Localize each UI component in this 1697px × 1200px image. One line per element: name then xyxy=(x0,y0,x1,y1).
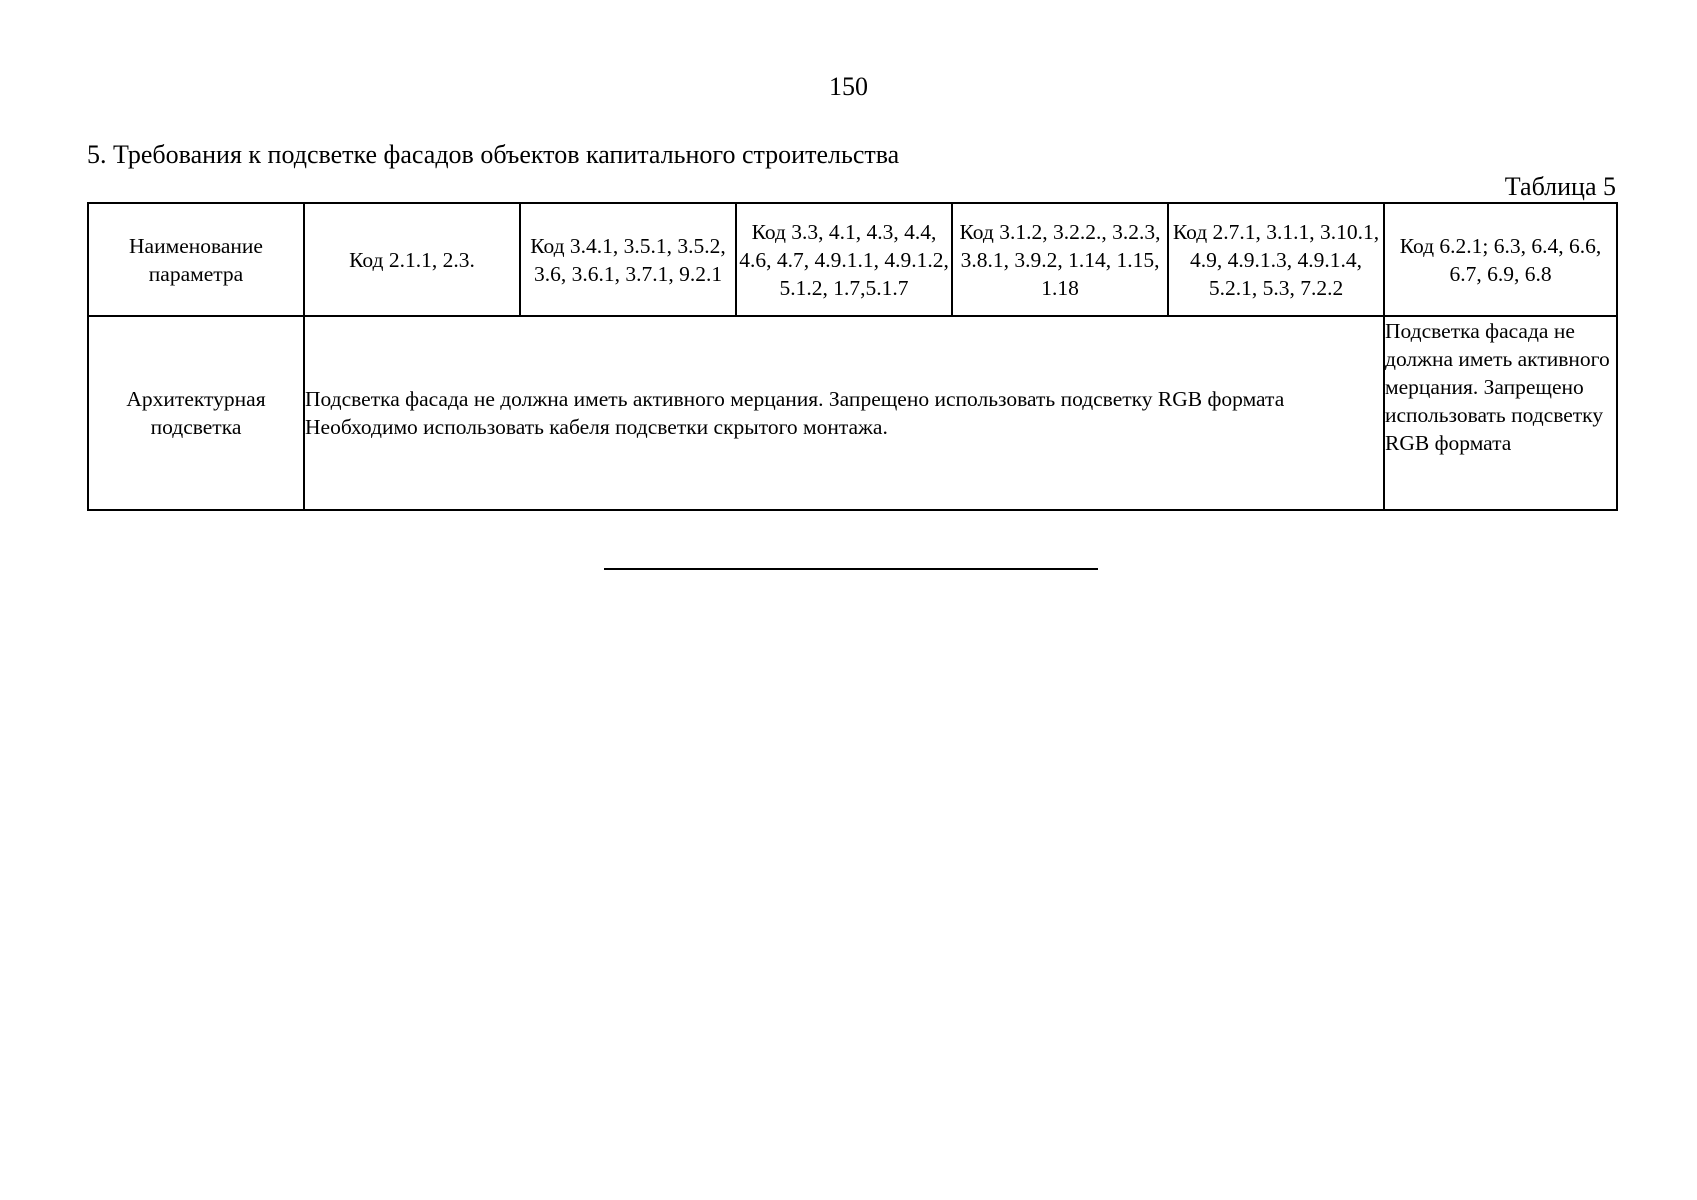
header-cell-code-group-2 xyxy=(520,203,736,316)
last-column-requirement-cell xyxy=(1384,316,1617,510)
requirement-text-line-1: Подсветка фасада не должна иметь активного мерцания. Запрещено использовать подсветку RGB формата xyxy=(305,387,1285,411)
header-cell-code-group-5 xyxy=(1168,203,1384,316)
footer-rule xyxy=(604,568,1098,570)
page-number: 150 xyxy=(829,72,868,101)
last-column-requirement-text: Подсветка фасада не должна иметь активного мерцания. Запрещено использовать подсветку RGB формата xyxy=(1385,319,1610,455)
header-cell-code-group-1 xyxy=(304,203,520,316)
section-title: 5. Требования к подсветке фасадов объектов капитального строительства xyxy=(87,140,900,169)
header-text: Код 3.4.1, 3.5.1, 3.5.2, 3.6, 3.6.1, 3.7.1, 9.2.1 xyxy=(530,233,726,286)
merged-requirement-cell xyxy=(304,316,1384,510)
header-cell-code-group-6 xyxy=(1384,203,1617,316)
header-text: Код 3.1.2, 3.2.2., 3.2.3, 3.8.1, 3.9.2, 1.14, 1.15, 1.18 xyxy=(959,219,1161,300)
header-text: Код 3.3, 4.1, 4.3, 4.4, 4.6, 4.7, 4.9.1.1, 4.9.1.2, 5.1.2, 1.7,5.1.7 xyxy=(739,219,949,300)
requirement-text-line-2: Необходимо использовать кабеля подсветки скрытого монтажа. xyxy=(305,415,888,439)
parameter-name: Архитектурная подсветка xyxy=(126,387,266,439)
table-caption: Таблица 5 xyxy=(1504,172,1616,201)
header-text: Код 6.2.1; 6.3, 6.4, 6.6, 6.7, 6.9, 6.8 xyxy=(1399,233,1602,286)
table-row xyxy=(88,316,1617,510)
header-text: Наименование параметра xyxy=(129,233,263,286)
header-cell-code-group-4 xyxy=(952,203,1168,316)
header-cell-parameter xyxy=(88,203,304,316)
header-text: Код 2.1.1, 2.3. xyxy=(349,247,475,272)
table-header-row xyxy=(88,203,1617,316)
requirements-table xyxy=(87,202,1618,511)
header-cell-code-group-3 xyxy=(736,203,952,316)
header-text: Код 2.7.1, 3.1.1, 3.10.1, 4.9, 4.9.1.3, 4.9.1.4, 5.2.1, 5.3, 7.2.2 xyxy=(1172,219,1380,300)
parameter-cell xyxy=(88,316,304,510)
